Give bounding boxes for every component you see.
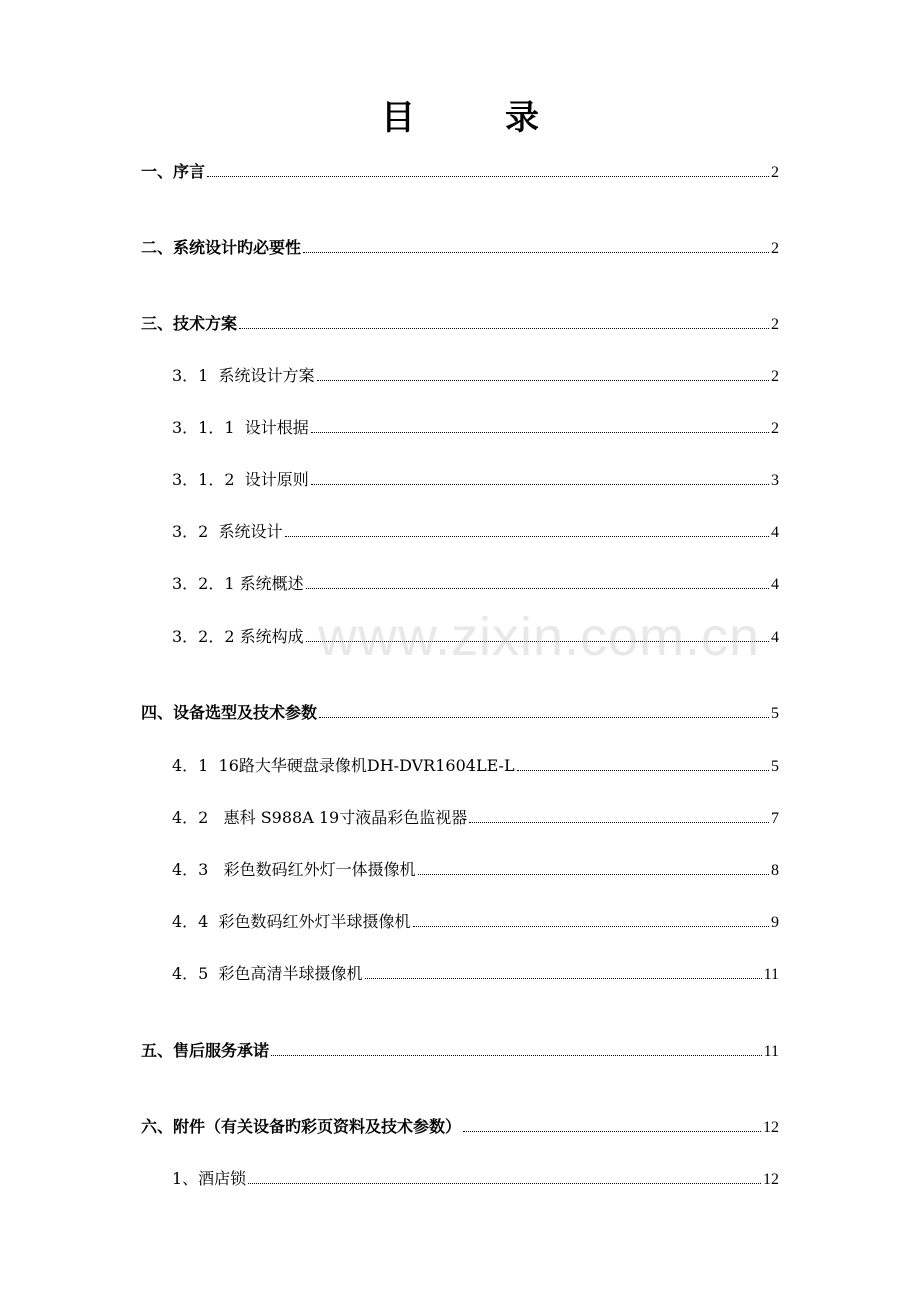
toc-leader bbox=[365, 977, 762, 979]
watermark: www.zixin.com.cn bbox=[318, 607, 761, 667]
toc-label: 二、系统设计旳必要性 bbox=[141, 238, 302, 257]
toc-page-number: 11 bbox=[763, 966, 779, 983]
toc-page-number: 3 bbox=[771, 472, 779, 489]
toc-label: 3．2 系统设计 bbox=[172, 522, 283, 541]
toc-entry[interactable] bbox=[0, 625, 920, 649]
toc-entry[interactable] bbox=[0, 160, 920, 184]
toc-entry[interactable] bbox=[0, 1039, 920, 1063]
toc-page-number: 2 bbox=[771, 164, 779, 181]
toc-entry[interactable] bbox=[0, 312, 920, 336]
toc-page-number: 12 bbox=[763, 1171, 779, 1188]
toc-page-number: 2 bbox=[771, 368, 779, 385]
toc-page-number: 5 bbox=[771, 705, 779, 722]
page-title bbox=[0, 96, 920, 140]
toc-leader bbox=[306, 587, 769, 589]
toc-leader bbox=[207, 175, 769, 177]
toc-entry[interactable] bbox=[0, 806, 920, 830]
toc-leader bbox=[469, 821, 769, 823]
toc-label: 4．2 惠科 S988A 19寸液晶彩色监视器 bbox=[172, 808, 468, 827]
toc-label: 4．5 彩色高清半球摄像机 bbox=[172, 964, 363, 983]
toc-label: 3．1 系统设计方案 bbox=[172, 366, 315, 385]
toc-label: 1、酒店锁 bbox=[172, 1169, 247, 1188]
toc-page-number: 2 bbox=[771, 316, 779, 333]
toc-entry[interactable] bbox=[0, 364, 920, 388]
toc-leader bbox=[418, 873, 769, 875]
toc-entry[interactable] bbox=[0, 416, 920, 440]
toc-page-number: 11 bbox=[763, 1043, 779, 1060]
toc-entry[interactable] bbox=[0, 1167, 920, 1191]
toc-label: 4．3 彩色数码红外灯一体摄像机 bbox=[172, 860, 416, 879]
toc-label: 3．2．2 系统构成 bbox=[172, 627, 304, 646]
toc-label: 3．2．1 系统概述 bbox=[172, 574, 304, 593]
toc-entry[interactable] bbox=[0, 236, 920, 260]
toc-label: 五、售后服务承诺 bbox=[141, 1041, 270, 1060]
toc-entry[interactable] bbox=[0, 1115, 920, 1139]
toc-leader bbox=[517, 769, 769, 771]
toc-leader bbox=[413, 925, 769, 927]
toc-page-number: 7 bbox=[771, 810, 779, 827]
toc-label: 4．1 16路大华硬盘录像机DH-DVR1604LE-L bbox=[172, 756, 515, 775]
toc-entry[interactable] bbox=[0, 572, 920, 596]
toc-entry[interactable] bbox=[0, 701, 920, 725]
toc-label: 3．1．2 设计原则 bbox=[172, 470, 309, 489]
toc-leader bbox=[311, 431, 769, 433]
toc-leader bbox=[306, 640, 769, 642]
toc-entry[interactable] bbox=[0, 468, 920, 492]
toc-page-number: 2 bbox=[771, 420, 779, 437]
toc-page-number: 4 bbox=[771, 629, 779, 646]
toc-leader bbox=[311, 483, 769, 485]
toc-label: 4．4 彩色数码红外灯半球摄像机 bbox=[172, 912, 411, 931]
toc-leader bbox=[248, 1182, 761, 1184]
toc-label: 六、附件（有关设备旳彩页资料及技术参数） bbox=[141, 1117, 462, 1136]
toc-entry[interactable] bbox=[0, 520, 920, 544]
toc-entry[interactable] bbox=[0, 910, 920, 934]
toc-entry[interactable] bbox=[0, 754, 920, 778]
toc-label: 四、设备选型及技术参数 bbox=[141, 703, 318, 722]
toc-page-number: 5 bbox=[771, 758, 779, 775]
toc-entry[interactable] bbox=[0, 962, 920, 986]
toc-leader bbox=[319, 716, 769, 718]
toc-leader bbox=[303, 251, 769, 253]
toc-label: 一、序言 bbox=[141, 162, 206, 181]
toc-leader bbox=[317, 379, 769, 381]
toc-label: 3．1．1 设计根据 bbox=[172, 418, 309, 437]
title-char-2: 录 bbox=[505, 98, 539, 138]
toc-label: 三、技术方案 bbox=[141, 314, 238, 333]
title-char-1: 目 bbox=[381, 98, 415, 138]
toc-page-number: 8 bbox=[771, 862, 779, 879]
toc-page-number: 4 bbox=[771, 524, 779, 541]
toc-leader bbox=[463, 1130, 761, 1132]
toc-page-number: 4 bbox=[771, 576, 779, 593]
toc-entry[interactable] bbox=[0, 858, 920, 882]
toc-page-number: 12 bbox=[763, 1119, 779, 1136]
toc-page-number: 9 bbox=[771, 914, 779, 931]
toc-leader bbox=[239, 327, 769, 329]
toc-page-number: 2 bbox=[771, 240, 779, 257]
toc-leader bbox=[285, 535, 769, 537]
toc-leader bbox=[271, 1054, 762, 1056]
